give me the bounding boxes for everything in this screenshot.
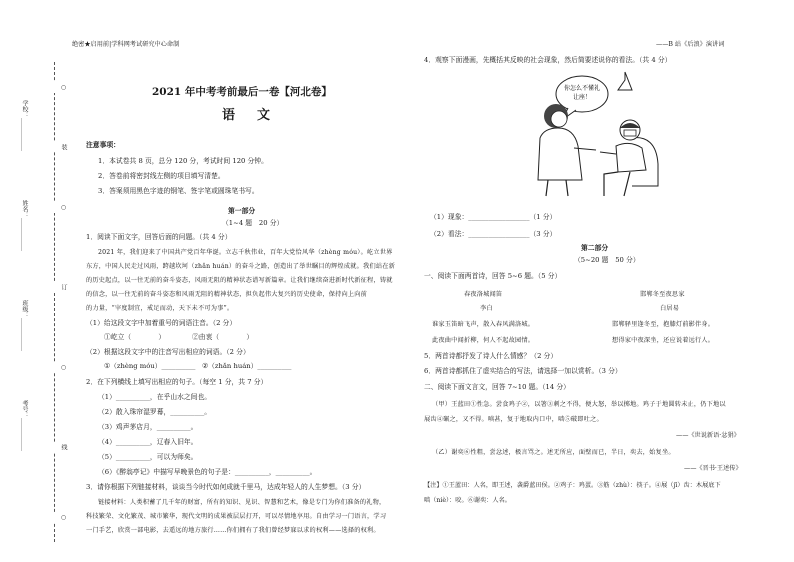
old-woman-body [538, 128, 582, 180]
binding-mark: ○ [41, 362, 67, 373]
q1-sub2-item[interactable]: ②（zhǎn huán）__________ [202, 362, 292, 370]
q4-stem: 4．观察下面漫画，先概括其反映的社会现象，然后简要述说你的看法。（共 4 分） [424, 56, 672, 64]
binding-mark: 订 [41, 282, 67, 292]
yi-source: ——《晋书·王述传》 [684, 465, 742, 472]
q1-passage-line: 的历史起点，以一往无前的奋斗姿态，风雨无阻的精神状态谱写新篇章。让我们继续奋进新时代新征程，铸就 [86, 277, 393, 284]
bus-handle-icon [618, 72, 632, 90]
class-field[interactable]: 班级：___________ [21, 300, 28, 351]
poem2-title: 邯郸冬至夜思家 [640, 291, 685, 298]
q2-item[interactable]: （1）__________，在乎山水之间也。 [98, 393, 212, 401]
q1-sub2: （2）根据这段文字中的注音写出相应的词语。（2 分） [86, 348, 250, 356]
jia-text-line: （甲）王蓝田①性急。尝食鸡子②，以箸③刺之不得，便大怒，举以掷地。鸡子于地圆转未止，仍下地以 [432, 401, 726, 408]
poem1-title: 春夜洛城闻笛 [464, 291, 503, 298]
part2-subtitle: （5~20 题 50 分） [574, 256, 640, 264]
binding-mark: 线 [41, 442, 67, 452]
notes-line: 【注】①王蓝田：人名，即王述，袭爵蓝田侯。②鸡子：鸡蛋。③筋（zhù）：筷子。④屐（jī）齿：木屐底下 [424, 482, 721, 489]
q2-item[interactable]: （2）散入珠帘湿罗幕，__________。 [98, 408, 212, 416]
young-man-body [616, 143, 646, 172]
binding-mark: 装 [41, 142, 67, 152]
q2-item[interactable]: （3）鸡声茅店月，__________。 [98, 423, 198, 431]
q1-sub1-item[interactable]: ①屹立（ ） [104, 333, 166, 341]
q1-passage-line: 的力量，“宰度制宜，戒足而动，天下未不可为事”。 [86, 305, 234, 312]
q4-item[interactable]: （2）看法：__________________（3 分） [430, 230, 557, 238]
q3-material-line: 科技繁荣、文化繁茂、城市繁华，现代文明的成果被层层打开，可以尽情地享用。自由学习一门语言，学习 [86, 513, 387, 520]
binding-dashed-line [54, 62, 55, 542]
bubble-text-1: 你怎么不懂礼 [563, 85, 601, 92]
poem1-line: 此夜曲中闻折柳，何人不起故园情。 [432, 337, 535, 344]
q3-material-line: 链接材料：人类积蓄了几千年的财富，所有的知识、见识、智慧和艺术，像是专门为你们准备的礼物， [98, 499, 386, 506]
poem2-line: 邯郸驿里逢冬至，抱膝灯前影伴身。 [612, 321, 715, 328]
jia-text-line: 展齿④碾之，又不得。嗔甚，复于地取内口中，啮⑤破即吐之。 [424, 416, 603, 423]
binding-mark: ○ [41, 82, 67, 93]
bubble-text-2: 让座！ [572, 94, 592, 101]
exam-title: 2021 年中考考前最后一卷【河北卷】 [152, 86, 332, 98]
q3-material-line: 一门手艺，欣赏一部电影，去遥远的地方旅行……你们拥有了我们曾经梦寐以求的权利——选择的权利。 [86, 527, 380, 534]
sec2-stem: 二、阅读下面文言文，回答 7~10 题。（14 分） [424, 383, 570, 391]
q1-passage-line: 东方，中国人民走过风雨，跨越坎坷（zhǎn huán）的奋斗之路，创造出了举世瞩目的辉煌成就。我们站在新 [86, 263, 395, 270]
binding-mark: ○ [41, 202, 67, 213]
q2-stem: 2．在下列横线上填写出相应的句子。（每空 1 分，共 7 分） [86, 378, 268, 386]
q2-item[interactable]: （4）__________，辽春入旧年。 [98, 438, 198, 446]
yi-text: （乙）谢奕⑥性粗，尝忿述，极言骂之。述无所应，面壁而已，半日，奕去，始复坐。 [432, 449, 675, 456]
part2-title: 第二部分 [581, 244, 609, 252]
q1-sub1-item[interactable]: ②由衷（ ） [192, 333, 254, 341]
name-field[interactable]: 姓名：___________ [21, 200, 28, 251]
q2-item[interactable]: （5）__________，可以为师矣。 [98, 453, 198, 461]
student-info-fields [20, 100, 38, 500]
cartoon-illustration [520, 68, 670, 203]
notes-line: 啮（niè）：咬。⑥谢奕：人名。 [424, 497, 511, 504]
q1-stem: 1．阅读下面文字，回答后面的问题。（共 4 分） [86, 233, 232, 241]
notice-item: 3．答案须用黑色字迹的钢笔、签字笔或圆珠笔书写。 [98, 187, 259, 195]
q1-passage-line: 的信念，以一往无前的奋斗姿态和风雨无阻的精神状态，担负起伟大复兴的历史使命，保持向上向前 [86, 291, 368, 298]
poem2-line: 想得家中夜深坐，还应说着远行人。 [612, 337, 715, 344]
part1-subtitle: （1~4 题 20 分） [222, 219, 284, 227]
poem2-author: 白居易 [660, 305, 680, 312]
poem1-line: 谁家玉笛暗飞声，散入春风满洛城。 [432, 321, 535, 328]
part1-title: 第一部分 [228, 207, 256, 215]
confidential-label: 绝密★启用前|学科网考试研究中心命制 [72, 41, 180, 48]
q1-passage-line: 2021 年，我们迎来了中国共产党百年华诞。立志千秋伟业，百年大党恰风华（zhèng móu）。屹立世界 [98, 249, 393, 256]
jia-source: ——《世说新语·忿狷》 [676, 432, 740, 439]
q6: 6．两首诗都抓住了虚实结合的写法，请选择一加以赏析。（3 分） [424, 367, 622, 375]
notice-item: 2．答卷前将密封线左侧的项目填写清楚。 [98, 172, 225, 180]
sec1-stem: 一、阅读下面两首诗，回答 5~6 题。（5 分） [424, 272, 562, 280]
binding-margin [41, 62, 67, 542]
q2-item[interactable]: （6）《醉翁亭记》中描写早晚景色的句子是：__________，__________。 [98, 468, 317, 476]
notice-item: 1．本试卷共 8 页，总分 120 分，考试时间 120 分钟。 [98, 157, 268, 165]
poem1-author: 李白 [480, 305, 493, 312]
binding-mark: ○ [41, 512, 67, 523]
q1-sub2-item[interactable]: ①（zhèng móu）__________ [104, 362, 196, 370]
school-field[interactable]: 学校：___________ [21, 100, 28, 151]
exam-number-field[interactable]: 考号：___________ [21, 400, 28, 451]
q1-sub1: （1）给这段文字中加着重号的词语注音。（2 分） [86, 319, 237, 327]
q4-item[interactable]: （1）现象：__________________（1 分） [430, 213, 557, 221]
notice-title: 注意事项： [86, 141, 120, 149]
subject-title: 语文 [222, 108, 293, 123]
header-tag: ——B 站《后浪》演讲词 [656, 41, 725, 48]
q5: 5．两首诗都抒发了诗人什么情感？（2 分） [424, 352, 558, 360]
q3-stem: 3．请你根据下列链接材料，谈谈当今时代如何成就千里马，达成年轻人的人生梦想。（3 分） [86, 483, 366, 491]
